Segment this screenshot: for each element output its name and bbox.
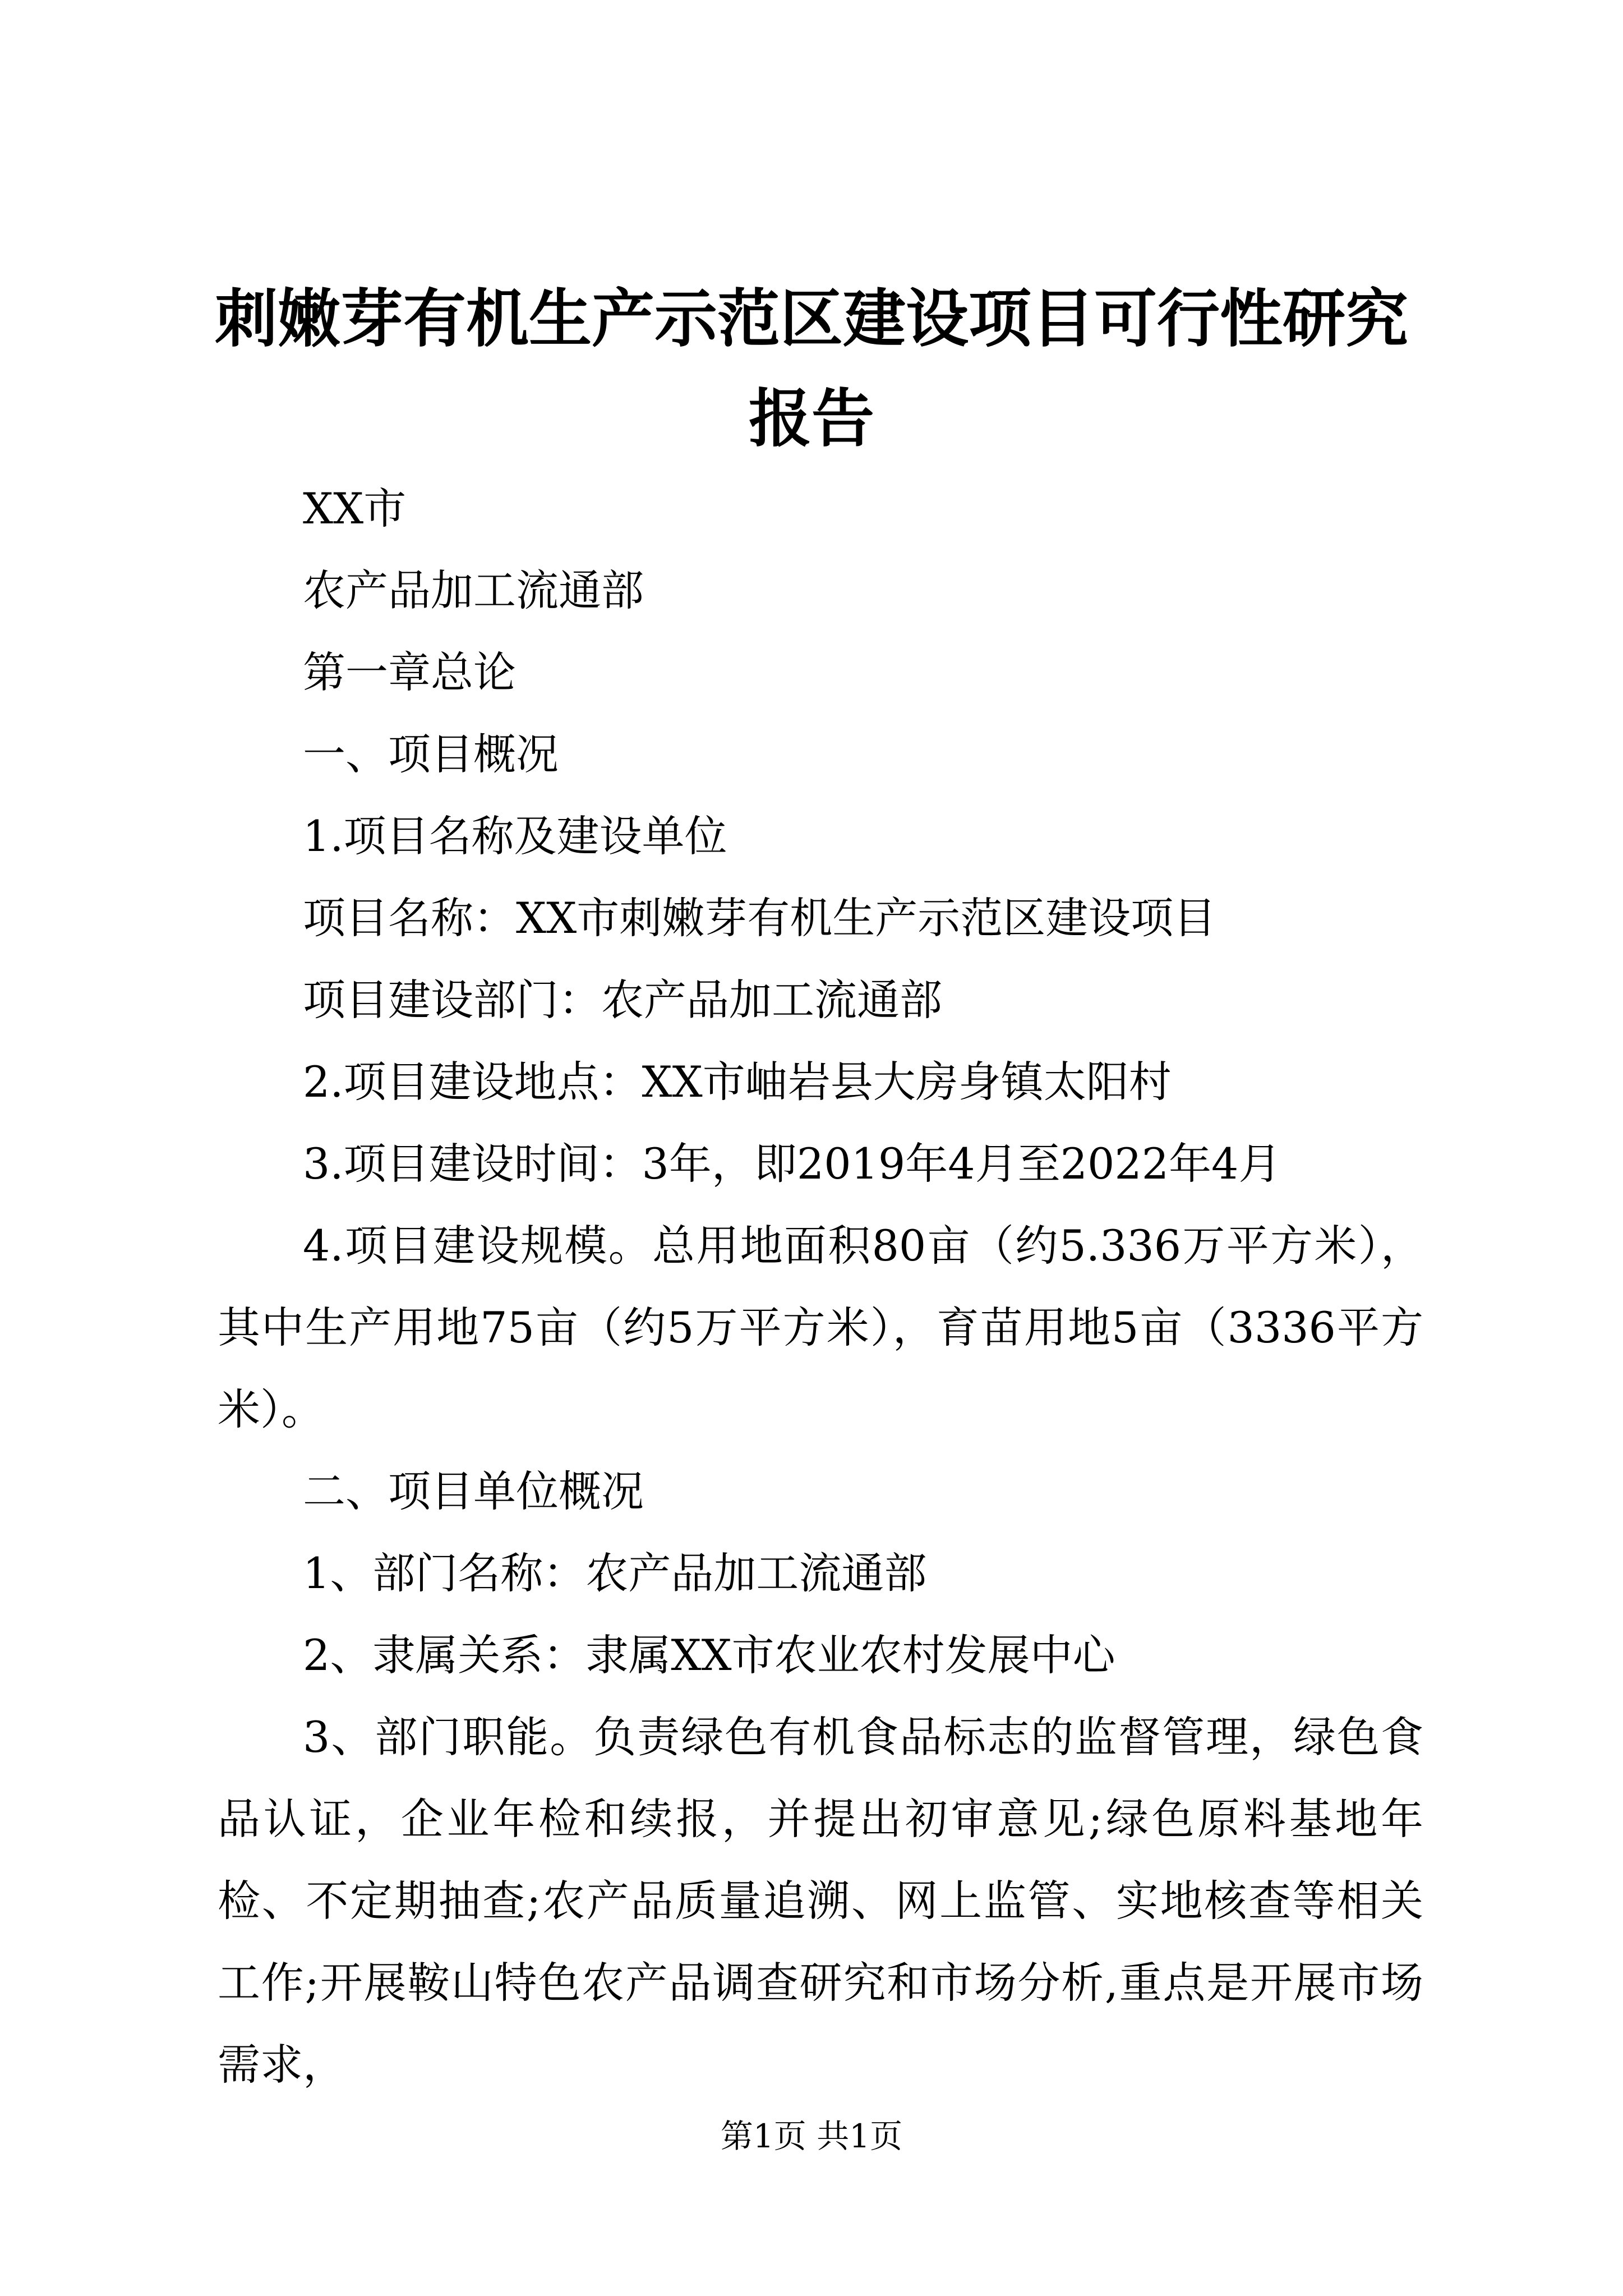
paragraph-project-location: 2.项目建设地点：XX市岫岩县大房身镇太阳村: [303, 1057, 1172, 1107]
paragraph-unit-affiliation: 2、隶属关系：隶属XX市农业农村发展中心: [303, 1630, 1115, 1680]
page-footer: 第1页 共1页: [720, 2117, 903, 2155]
chapter-heading: 第一章总论: [303, 647, 516, 697]
paragraph-department: 农产品加工流通部: [303, 565, 644, 615]
document-body: [218, 468, 1423, 2106]
document-title: 刺嫩芽有机生产示范区建设项目可行性研究报告: [215, 282, 1408, 455]
paragraph-project-scale: 4.项目建设规模。总用地面积80亩（约5.336万平方米），其中生产用地75亩（约5万平方米），育苗用地5亩（3336平方米）。: [218, 1221, 1423, 1434]
paragraph-project-time: 3.项目建设时间：3年，即2019年4月至2022年4月: [303, 1139, 1281, 1189]
paragraph-unit-name: 1、部门名称：农产品加工流通部: [303, 1548, 927, 1598]
paragraph-unit-functions: 3、部门职能。负责绿色有机食品标志的监督管理，绿色食品认证，企业年检和续报，并提出初审意见;绿色原料基地年检、不定期抽查;农产品质量追溯、网上监管、实地核查等相关工作;开展鞍山特色农产品调查研究和市场分析,重点是开展市场需求，: [218, 1712, 1423, 2090]
section-heading-unit: 二、项目单位概况: [303, 1466, 644, 1516]
paragraph-project-department: 项目建设部门：农产品加工流通部: [303, 975, 942, 1025]
subsection-heading-name: 1.项目名称及建设单位: [303, 811, 727, 861]
paragraph-city: XX市: [303, 484, 407, 533]
section-heading-overview: 一、项目概况: [303, 729, 559, 779]
paragraph-project-name: 项目名称：XX市刺嫩芽有机生产示范区建设项目: [303, 893, 1216, 943]
